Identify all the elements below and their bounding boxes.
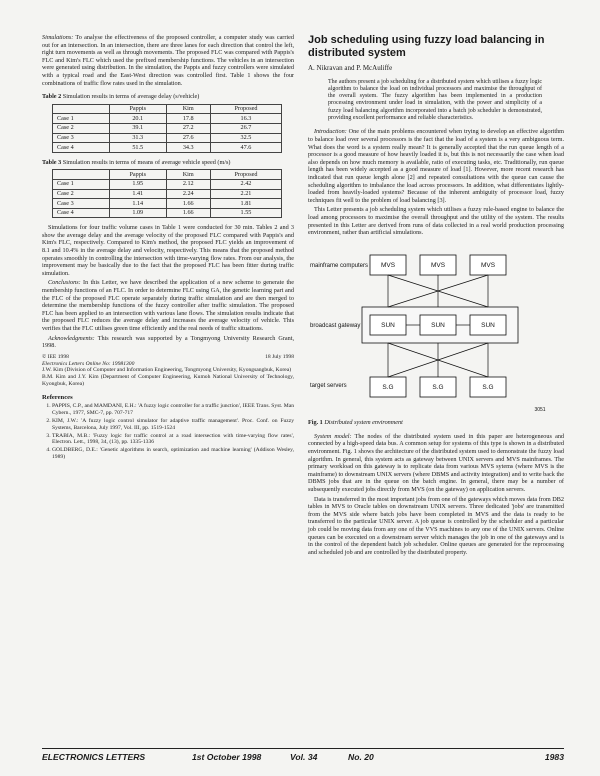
- page-number: 1983: [544, 752, 564, 762]
- system-model-heading: System model:: [314, 432, 352, 440]
- table3-caption-label: Table 3: [42, 158, 62, 166]
- left-column: [42, 34, 294, 462]
- table-header-cell: Pappis: [109, 104, 166, 114]
- table-row: [53, 208, 282, 218]
- table-cell: 2.21: [210, 189, 281, 199]
- affiliation-2: B.M. Kim and J.Y. Kim (Department of Computer Engineering, Kumoh National University of Technology, Kyongbuk, Korea): [42, 374, 294, 387]
- figure-id: 3051: [534, 406, 546, 413]
- results-paragraph: Simulations for four traffic volume cases in Table 1 were conducted for 30 min. Tables 2 and 3 show the average delay and the average velocity of the proposed FLC compared with Pappis's and Kim's FLC, respectively. Compared to Kim's method, the proposed FLC yields an improvement of 8.1 and 10.4% in the average delay and velocity, respectively. This means that the proposed method operates smoothly in controlling the intersection with time-varying flow rates. From our analysis, the improvement may be basically due to the fact that the proposed FLC has been fitter during traffic simulation.: [42, 224, 294, 277]
- acknowledgment-heading: Acknowledgments:: [48, 334, 95, 342]
- conclusion-text: In this Letter, we have described the application of a new scheme to generate the membership functions of an FLC. In order to determine FLC using GA, the genetic learning part and the FLC of the proposed FLC operate separately during traffic simulation and are then merged to determine the membership functions of the fuzzy controller after traffic simulation. The proposed FLC has been applied to an intersection with various lane flows. The simulation results indicate that the proposed FLC reduces the average delay and increases the average velocity of vehicle. This verifies that the FLC utilises green time efficiently and the real needs of traffic situations.: [42, 279, 295, 332]
- article-title: Job scheduling using fuzzy load balancing in distributed system: [308, 34, 545, 59]
- table-cell: 2.42: [210, 179, 281, 189]
- table-cell: 32.5: [210, 133, 281, 143]
- introduction-paragraph-2: This Letter presents a job scheduling system which utilises a fuzzy rule-based engine to balance the load among processors to maximise the overall throughput and the utility of the system. The results presented in this Letter are derived from runs of data collected in a real world production processing environment, rather than artificial simulations.: [308, 206, 564, 237]
- table-cell: 1.14: [109, 199, 166, 209]
- mvs-label: MVS: [430, 261, 446, 269]
- introduction-text: One of the main problems encountered when trying to develop an effective algorithm to balance load over several processors is the fact that the load of a system is a very ambiguous term. What does the word is a system really mean? It is generally accepted that the run queue length of a processor is a good measure of how heavily loaded it is, but this is not necessarily the case when load also depends on how much memory is available, ratio of executing tasks, etc. Traditionally, run queue length has been widely accepted as a good measure of load [1]. However, more recent research has indicated that run queue length alone [2] and repeated consultations with the queue can cause the scheduling algorithm to imbalance the load across processors. In addition, what differentiates lightly-loaded from heavily-loaded systems? Because of the inherent ambiguity of processor load, fuzzy techniques fit well to the problem of load balancing [3].: [308, 128, 564, 204]
- table-cell: 31.3: [109, 133, 166, 143]
- article-meta: [42, 354, 294, 388]
- table2-caption-text: Simulation results in terms of average delay (s/vehicle): [62, 93, 200, 101]
- reference-item: 2. KIM, J.W.: 'A fuzzy logic control simulator for adaptive traffic management'. Proc. Conf. on Fuzzy Systems, Barcelona, July 1997, Vol. III, pp. 1519-1524: [52, 418, 294, 432]
- mainframe-label-text: mainframe computers: [310, 262, 369, 269]
- system-model-paragraph: [308, 433, 564, 494]
- table-header-cell: Pappis: [109, 170, 166, 180]
- table-cell: 1.09: [109, 208, 166, 218]
- references-list: [42, 403, 294, 460]
- table2-caption: [42, 93, 294, 101]
- table-cell: Case 4: [53, 208, 110, 218]
- conclusion-paragraph: [42, 279, 294, 332]
- table-cell: 16.3: [210, 114, 281, 124]
- distributed-system-figure: [308, 245, 560, 415]
- table-header-cell: Kim: [166, 170, 210, 180]
- meta-dates: [42, 354, 294, 361]
- reference-item: 4. GOLDBERG, D.E.: 'Genetic algorithms in search, optimization and machine learning' (Addison Wesley, 1989): [52, 447, 294, 461]
- table-cell: 1.66: [166, 199, 210, 209]
- system-model-paragraph-2: Data is transferred in the most important jobs from one of the gateways which moves data from DB2 tables in MVS to Oracle tables on downstream UNIX servers. Three dedicated 'jobs' are transmitted from the MVS side where batch jobs have been completed in MVS and the data is ready to be transferred to the particular UNIX server. A job queue is controlled by the scheduler and a particular job could be moving data from any one of the VVS machines to any one of the UNIX servers. Online queues can be executed on a downstream server which manages the job in one of the gateways and is in the control of the dependent batch job scheduler. Online queues are generated for the reprocessing and scheduled job and are controlled by the distributed property.: [308, 495, 564, 556]
- table-header-row: [53, 170, 282, 180]
- journal-name: ELECTRONICS LETTERS: [42, 752, 146, 762]
- references-section: [42, 394, 294, 461]
- reference-item: 3. TRABIA, M.B.: 'Fuzzy logic for traffic control at a road intersection with time-varying flow rates', Electron. Lett., 1998, 34, (13), pp. 1335-1336: [52, 433, 294, 447]
- table-cell: Case 2: [53, 189, 110, 199]
- journal-footer: [42, 748, 564, 762]
- references-heading: References: [42, 393, 73, 401]
- mainframe-label: [310, 263, 368, 269]
- table-row: [53, 143, 282, 153]
- right-column: [308, 34, 564, 558]
- table-cell: 34.3: [166, 143, 210, 153]
- received-date: 18 July 1998: [265, 353, 294, 360]
- volume: Vol. 34: [290, 752, 318, 762]
- table-cell: 1.55: [210, 208, 281, 218]
- gateway-label: broadcast gateway: [310, 322, 361, 329]
- table3-caption-text: Simulation results in terms of means of average vehicle speed (m/s): [62, 158, 231, 166]
- sun-label: SUN: [431, 321, 445, 329]
- introduction-heading: Introduction:: [314, 128, 347, 136]
- table-cell: Case 3: [53, 133, 110, 143]
- letter-number: Electronics Letters Online No: 19981300: [42, 360, 135, 367]
- table-row: [53, 179, 282, 189]
- table-cell: 47.6: [210, 143, 281, 153]
- table-cell: 27.2: [166, 123, 210, 133]
- figure-caption-text: Distributed system environment: [324, 419, 403, 427]
- table-header-cell: Kim: [166, 104, 210, 114]
- table-cell: Case 1: [53, 179, 110, 189]
- simulations-heading: Simulations:: [42, 34, 74, 41]
- mvs-label: MVS: [380, 261, 396, 269]
- table-cell: 51.5: [109, 143, 166, 153]
- conclusion-heading: Conclusions:: [48, 279, 81, 287]
- table-cell: 2.24: [166, 189, 210, 199]
- figure-caption-label: Fig. 1: [308, 419, 323, 427]
- sg-label: S.G: [432, 383, 444, 391]
- table-header-cell: [53, 104, 110, 114]
- table-cell: Case 1: [53, 114, 110, 124]
- table-header-cell: Proposed: [210, 104, 281, 114]
- copyright: © IEE 1998: [42, 353, 69, 360]
- article-abstract: The authors present a job scheduling for a distributed system which utilises a fuzzy logic algorithm to balance the load on individual processors and maximise the throughput of the overall system. The fuzzy algorithm has been implemented in a production processing environment under load in simulation, with the power and simplicity of a fuzzy load balancing algorithm incorporated into a batch job scheduler is demonstrated, providing excellent performance and reliable characteristics.: [328, 78, 542, 122]
- table-row: [53, 114, 282, 124]
- table-cell: 27.6: [166, 133, 210, 143]
- table-cell: 1.81: [210, 199, 281, 209]
- table-cell: 17.8: [166, 114, 210, 124]
- table-cell: Case 2: [53, 123, 110, 133]
- table-cell: 2.12: [166, 179, 210, 189]
- simulations-text: To analyse the effectiveness of the proposed controller, a computer study was carried out for an intersection. In an intersection, there are three lanes for each direction that control the left, right turn movements as well as through movements. The proposed FLC was compared with Pappis's FLC and Kim's FLC which used the prefixed membership functions. The vehicles in an intersection were generated using distribution. In the simulation, the Pappis and fuzzy controllers were simulated with a typical road and the East-West direction was controlled first. Table 1 shows the four combinations of traffic flow rates used in the simulation.: [42, 34, 294, 87]
- target-label: target servers: [310, 382, 347, 389]
- table-row: [53, 133, 282, 143]
- table-cell: 1.95: [109, 179, 166, 189]
- reference-item: 1. PAPPIS, C.P., and MAMDANI, E.H.: 'A fuzzy logic controller for a traffic junction', IEEE Trans. Syst. Man Cybern., 1977, SMC-7, pp. 707-717: [52, 403, 294, 417]
- sun-label: SUN: [381, 321, 395, 329]
- average-speed-table: [52, 169, 282, 218]
- article-authors: A. Nikravan and P. McAuliffe: [308, 64, 393, 72]
- average-delay-table: [52, 104, 282, 153]
- table-row: [53, 199, 282, 209]
- table-cell: 20.1: [109, 114, 166, 124]
- table-cell: 26.7: [210, 123, 281, 133]
- acknowledgment-text: This research was supported by a Tongmyong University Research Grant, 1998.: [42, 334, 295, 350]
- table-cell: Case 4: [53, 143, 110, 153]
- table-cell: 39.1: [109, 123, 166, 133]
- issue-number: No. 20: [348, 752, 374, 762]
- table-row: [53, 123, 282, 133]
- sg-label: S.G: [382, 383, 394, 391]
- table-header-cell: Proposed: [210, 170, 281, 180]
- table-row: [53, 189, 282, 199]
- table-header-cell: [53, 170, 110, 180]
- simulations-paragraph: [42, 34, 294, 87]
- introduction-paragraph: [308, 128, 564, 204]
- issue-date: 1st October 1998: [192, 752, 262, 762]
- figure-caption: [308, 419, 564, 427]
- table-header-row: [53, 104, 282, 114]
- mvs-label: MVS: [480, 261, 496, 269]
- table2-caption-label: Table 2: [42, 93, 62, 101]
- system-model-text: The nodes of the distributed system used in this paper are heterogeneous and connected by a high-speed data bus. A common setup for systems of this type is shown in a distributed environment. Fig. 1 shows the architecture of the distributed system used to demonstrate the fuzzy load algorithm. In general, this system acts as gateway between UNIX servers and MVS mainframes. The primary workload on this gateway is to replicate data from various MVS sytems (where MVS is the mainframe) to downstream UNIX servers (where DBMS and activity integration) and to write back the DBMS jobs that are in the queue on the batch engine. In general, there may be a number of subsequently executed jobs directly from MVS (on the gateway) on application servers.: [308, 432, 565, 494]
- table-cell: Case 3: [53, 199, 110, 209]
- acknowledgment-paragraph: [42, 335, 294, 350]
- table3-caption: [42, 159, 294, 167]
- affiliation-1: J.W. Kim (Division of Computer and Information Engineering, Tongmyong University, Kyongsangbuk, Korea): [42, 367, 292, 374]
- sun-label: SUN: [481, 321, 495, 329]
- sg-label: S.G: [482, 383, 494, 391]
- table-cell: 1.41: [109, 189, 166, 199]
- table-cell: 1.66: [166, 208, 210, 218]
